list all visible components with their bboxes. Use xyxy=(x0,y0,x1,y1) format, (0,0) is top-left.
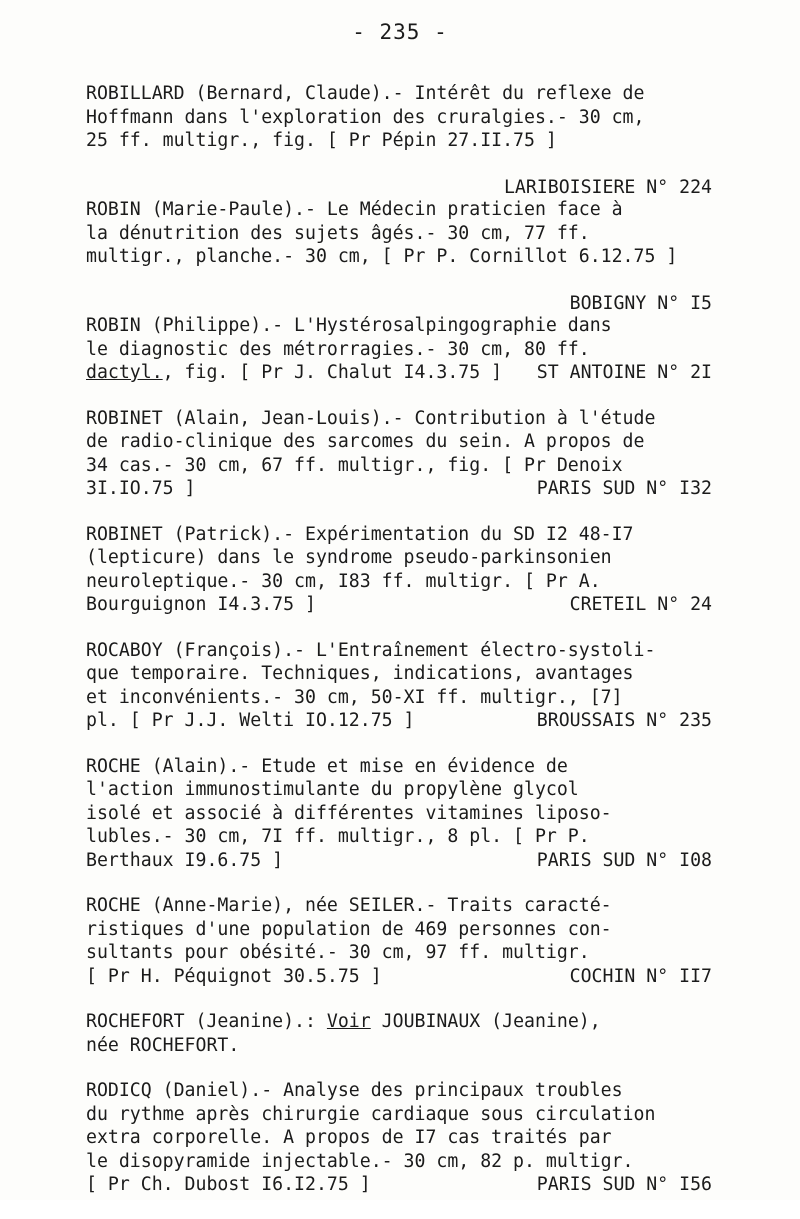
entry-text xyxy=(86,361,502,385)
entry-line xyxy=(86,477,712,501)
entry-text: ROCHEFORT (Jeanine).: xyxy=(86,1011,327,1032)
entry-line xyxy=(86,593,712,617)
entry-line: ROBINET (Patrick).- Expérimentation du SD I2 48-I7 xyxy=(86,523,634,545)
entry-line: ROBINET (Alain, Jean-Louis).- Contribution à l'étude xyxy=(86,407,656,429)
entry-line: 34 cas.- 30 cm, 67 ff. multigr., fig. [ Pr Denoix xyxy=(86,454,623,476)
entry-line xyxy=(86,153,712,198)
thesis-entry-robinet-patrick xyxy=(86,523,726,617)
entry-line: le disopyramide injectable.- 30 cm, 82 p. multigr. xyxy=(86,1150,634,1172)
entry-line: la dénutrition des sujets âgés.- 30 cm, 77 ff. xyxy=(86,222,590,244)
entry-text: pl. [ Pr J.J. Welti IO.12.75 ] xyxy=(86,710,415,731)
library-code: BOBIGNY N° I5 xyxy=(569,293,712,314)
entry-text-rest: , fig. [ Pr J. Chalut I4.3.75 ] xyxy=(162,362,503,383)
entry-text-rest: JOUBINAUX (Jeanine), xyxy=(370,1011,601,1032)
thesis-entry-roche-anne-marie xyxy=(86,894,726,988)
entry-line: lubles.- 30 cm, 7I ff. multigr., 8 pl. [ Pr P. xyxy=(86,826,590,847)
thesis-entry-rocaboy xyxy=(86,639,726,733)
entry-line: née ROCHEFORT. xyxy=(86,1034,240,1056)
page-number: - 235 - xyxy=(352,20,448,44)
library-code: CRETEIL N° 24 xyxy=(569,594,712,615)
library-code: LARIBOISIERE N° 224 xyxy=(503,177,712,198)
entry-line: extra corporelle. A propos de I7 cas traités par xyxy=(86,1127,612,1148)
library-code: PARIS SUD N° I32 xyxy=(536,478,712,499)
entry-line: (lepticure) dans le syndrome pseudo-parkinsonien xyxy=(86,547,612,568)
entry-line: RODICQ (Daniel).- Analyse des principaux troubles xyxy=(86,1080,623,1101)
see-reference: Voir xyxy=(326,1011,371,1032)
library-code: PARIS SUD N° I08 xyxy=(536,849,712,871)
entry-line: et inconvénients.- 30 cm, 50-XI ff. multigr., [7] xyxy=(86,686,623,708)
entry-line xyxy=(86,849,712,873)
entry-line xyxy=(86,1173,712,1197)
entry-line: que temporaire. Techniques, indications, avantages xyxy=(86,663,634,684)
entry-line xyxy=(86,361,712,385)
entry-line: multigr., planche.- 30 cm, [ Pr P. Cornillot 6.12.75 ] xyxy=(86,246,678,267)
entry-line: 25 ff. multigr., fig. [ Pr Pépin 27.II.75 ] xyxy=(86,130,557,151)
library-code: BROUSSAIS N° 235 xyxy=(536,710,712,731)
entry-line xyxy=(86,965,712,989)
thesis-entry-robin-philippe xyxy=(86,314,726,385)
thesis-entry-list xyxy=(86,82,726,1219)
library-code: ST ANTOINE N° 2I xyxy=(536,362,712,383)
entry-text: [ Pr H. Péquignot 30.5.75 ] xyxy=(86,965,382,987)
entry-line: le diagnostic des métrorragies.- 30 cm, 80 ff. xyxy=(86,338,590,360)
entry-line: ROCHE (Alain).- Etude et mise en évidence de xyxy=(86,755,568,777)
thesis-entry-robin-marie-paule xyxy=(86,198,726,314)
entry-line: ROBIN (Marie-Paule).- Le Médecin praticien face à xyxy=(86,199,623,220)
thesis-entry-rochefort-crossref xyxy=(86,1010,726,1057)
library-code: PARIS SUD N° I56 xyxy=(536,1174,712,1195)
entry-line: de radio-clinique des sarcomes du sein. A propos de xyxy=(86,431,645,452)
entry-line xyxy=(86,269,712,314)
thesis-entry-roche-alain xyxy=(86,755,726,873)
entry-line: Hoffmann dans l'exploration des cruralgies.- 30 cm, xyxy=(86,106,645,128)
entry-line: ROBIN (Philippe).- L'Hystérosalpingographie dans xyxy=(86,315,612,336)
entry-text: Bourguignon I4.3.75 ] xyxy=(86,594,316,615)
entry-line: neuroleptique.- 30 cm, I83 ff. multigr. [ Pr A. xyxy=(86,570,601,592)
entry-line: sultants pour obésité.- 30 cm, 97 ff. multigr. xyxy=(86,942,590,963)
entry-line: l'action immunostimulante du propylène glycol xyxy=(86,779,579,800)
thesis-entry-robinet-alain xyxy=(86,407,726,501)
entry-text: 3I.IO.75 ] xyxy=(86,478,196,499)
entry-line: isolé et associé à différentes vitamines liposo- xyxy=(86,802,612,824)
thesis-entry-robillard xyxy=(86,82,726,198)
thesis-entry-rodicq xyxy=(86,1079,726,1197)
entry-line: du rythme après chirurgie cardiaque sous circulation xyxy=(86,1103,656,1125)
entry-line: ROCHE (Anne-Marie), née SEILER.- Traits caracté- xyxy=(86,895,612,916)
entry-line: ROCABOY (François).- L'Entraînement électro-systoli- xyxy=(86,639,656,661)
entry-text: [ Pr Ch. Dubost I6.I2.75 ] xyxy=(86,1174,371,1195)
underlined-text: dactyl. xyxy=(86,362,163,383)
entry-line xyxy=(86,709,712,733)
library-code: COCHIN N° II7 xyxy=(569,965,712,987)
entry-text: Berthaux I9.6.75 ] xyxy=(86,849,284,871)
entry-line xyxy=(86,1010,726,1034)
entry-line: ROBILLARD (Bernard, Claude).- Intérêt du reflexe de xyxy=(86,83,645,104)
entry-line: ristiques d'une population de 469 personnes con- xyxy=(86,918,612,940)
